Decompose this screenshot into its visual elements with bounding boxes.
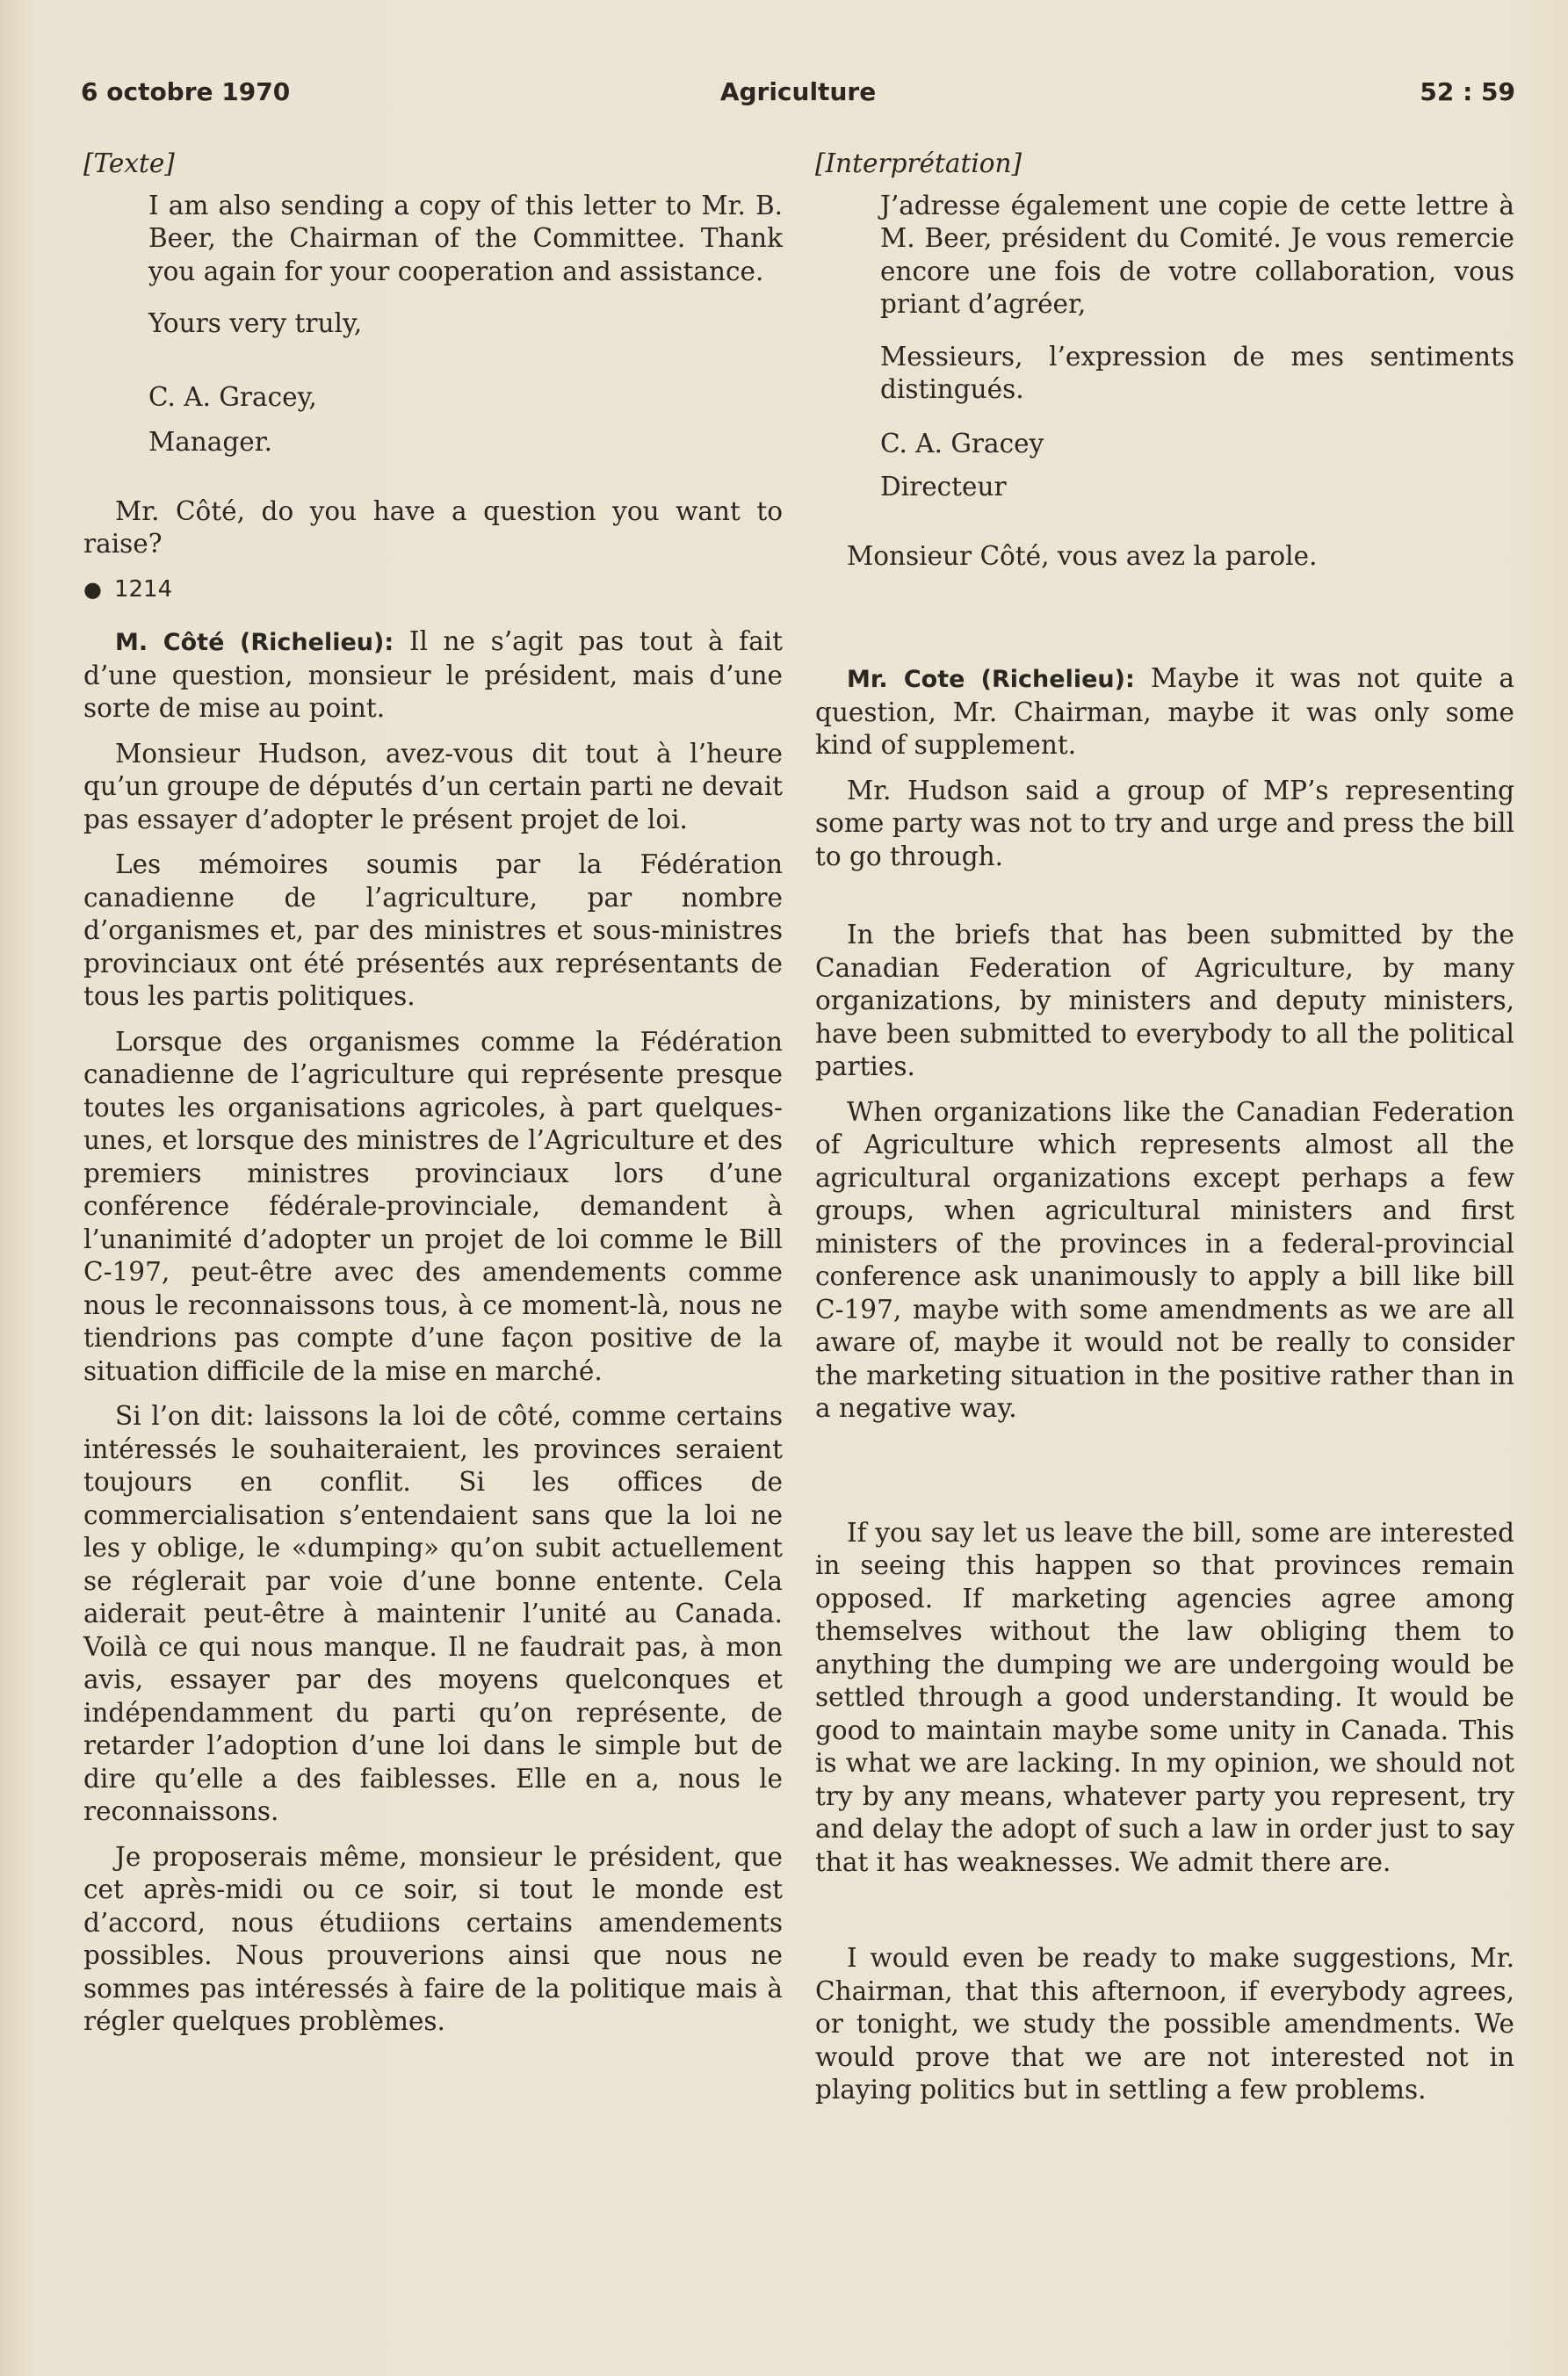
paragraph-3: Les mémoires soumis par la Fédération canadienne de l’agriculture, par nombre d’organismes et, par des ministres et sous-ministres provinciaux ont été présentés aux représentants de tous les partis politiques. [83,849,783,1011]
paragraph-6: Je proposerais même, monsieur le président, que cet après-midi ou ce soir, si tout le monde est d’accord, nous étudiions certains amendements possibles. Nous prouverions ainsi que nous ne sommes pas intéressés à faire de la politique mais à régler quelques problèmes. [83,1841,783,2036]
letter-closing-fr: Messieurs, l’expression de mes sentiments distingués. [880,341,1514,404]
paragraph-2: Monsieur Hudson, avez-vous dit tout à l’heure qu’un groupe de députés d’un certain parti ne devait pas essayer d’adopter le présent projet de loi. [83,738,783,834]
paragraph-1-en-text: Maybe it was not quite a question, Mr. Chairman, maybe it was only some kind of supplement. [815,663,1514,760]
time-value: 1214 [113,575,173,603]
paragraph-4-en: When organizations like the Canadian Federation of Agriculture which represents almost all the agricultural organizations except perhaps a few groups, when agricultural ministers and first ministers of the provinces in a federal-provincial conference ask unanimously to apply a bill like bill C-197, maybe with some amendments as we are all aware of, maybe it would not be really to consider the marketing situation in the positive rather than in a negative way. [815,1096,1514,1423]
paragraph-1-en [815,662,1514,762]
right-column [815,148,1514,2120]
letter-body-fr: J’adresse également une copie de cette lettre à M. Beer, président du Comité. Je vous remercie encore une fois de votre collaboration, vous priant d’agréer, [880,190,1514,319]
header-title: Agriculture [719,77,877,106]
signature-name-fr: C. A. Gracey [880,428,1044,459]
signature-title: Manager. [148,426,272,457]
text-tag: [Texte] [83,148,175,178]
paragraph-5-en: If you say let us leave the bill, some are interested in seeing this happen so that provinces remain opposed. If marketing agencies agree among themselves without the law obliging them to anything the dumping we are undergoing would be settled through a good understanding. It would be good to maintain maybe some unity in Canada. This is what we are lacking. In my opinion, we should not try by any means, whatever party you represent, try and delay the adopt of such a law in order just to say that it has weaknesses. We admit there are. [815,1517,1514,1877]
paragraph-1 [83,625,783,726]
paragraph-3-en: In the briefs that has been submitted by the Canadian Federation of Agriculture, by many organizations, by ministers and deputy ministers, have been submitted to everybody to all the political parties. [815,920,1514,1081]
letter-block-fr [880,190,1514,505]
signature-block [148,379,783,460]
signature-block-fr [880,426,1514,505]
chairman-question: Mr. Côté, do you have a question you want to raise? [83,495,783,559]
letter-block-en [148,190,783,460]
header-date: 6 octobre 1970 [81,77,291,106]
paragraph-4: Lorsque des organismes comme la Fédération canadienne de l’agriculture qui représente presque toutes les organisations agricoles, à part quelques-unes, et lorsque des ministres de l’Agriculture et des premiers ministres provinciaux lors d’une conférence fédérale-provinciale, demandent à l’unanimité d’adopter un projet de loi comme le Bill C-197, peut-être avec des amendements comme nous le reconnaissons tous, à ce moment-là, nous ne tiendrions pas compte d’une façon positive de la situation difficile de la mise en marché. [83,1026,783,1386]
letter-closing: Yours very truly, [148,308,363,338]
page-header [81,77,1515,112]
left-column [83,148,783,2051]
signature-name: C. A. Gracey, [148,381,317,412]
chairman-question-fr: Monsieur Côté, vous avez la parole. [847,540,1318,571]
header-page-number: 52 : 59 [1420,77,1515,106]
interpretation-tag: [Interprétation] [815,148,1022,178]
speaker-name: M. Côté (Richelieu): [115,629,394,656]
time-marker [83,574,783,607]
paragraph-1-text: Il ne s’agit pas tout à fait d’une question, monsieur le président, mais d’une sorte de mise au point. [83,626,783,723]
paragraph-6-en: I would even be ready to make suggestions, Mr. Chairman, that this afternoon, if everybody agrees, or tonight, we study the possible amendments. We would prove that we are not interested not in playing politics but in settling a few problems. [815,1943,1514,2105]
bullet-icon: ● [83,576,102,602]
speaker-name-en: Mr. Cote (Richelieu): [847,666,1135,693]
paragraph-5: Si l’on dit: laissons la loi de côté, comme certains intéressés le souhaiteraient, les provinces seraient toujours en conflit. Si les offices de commercialisation s’entendaient sans que la loi ne les y oblige, le «dumping» qu’on subit actuellement se réglerait par voie d’une bonne entente. Cela aiderait peut-être à maintenir l’unité au Canada. Voilà ce qui nous manque. Il ne faudrait pas, à mon avis, essayer par des moyens quelconques et indépendamment du parti qu’on représente, de retarder l’adoption d’une loi dans le simple but de dire qu’elle a des faiblesses. Elle en a, nous le reconnaissons. [83,1401,783,1826]
letter-body: I am also sending a copy of this letter to Mr. B. Beer, the Chairman of the Committee. Thank you again for your cooperation and assistance. [148,190,783,286]
signature-title-fr: Directeur [880,471,1007,502]
paragraph-2-en: Mr. Hudson said a group of MP’s representing some party was not to try and urge and press the bill to go through. [815,775,1515,871]
